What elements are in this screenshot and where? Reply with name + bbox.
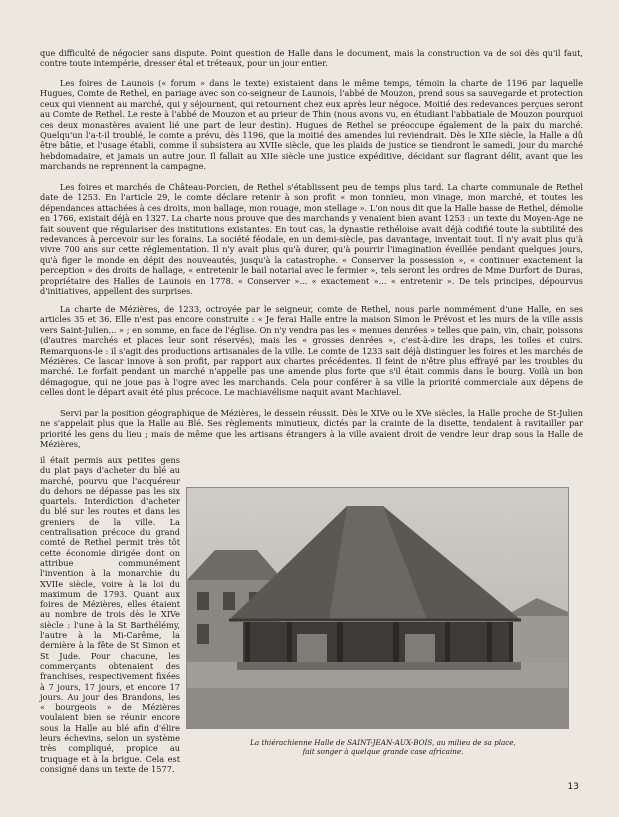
- paragraph-continuation: que difficulté de négocier sans dispute. Point question de Halle dans le document, mais la construction va de soi dès qu'il faut, contre toute intempérie, dresser étal et tréteaux, pour un jour entier.: [40, 48, 583, 69]
- paragraph-mezieres-charter: La charte de Mézières, de 1233, octroyée par le seigneur, comte de Rethel, nous parle nommément d'une Halle, en ses articles 35 et 36. Elle n'est pas encore construite : « Je ferai Halle entre la maison Simon le Prévost et les murs de la ville assis vers Saint-Julien... » ; en somme, en face de l'église. On n'y vendra pas les « menues denrées » telles que pain, vin, chair, poissons (d'autres marchés et places leur sont réservés), mais les « grosses denrées », c'est-à-dire les draps, les toiles et cuirs. Remarquons-le : il s'agit des productions artisanales de la ville. Le comte de 1233 sait déjà distinguer les foires et les marchés de Mézières. Ce lascar innove à son profit, par rapport aux chartes précédentes. Il feint de n'être plus effrayé par les troubles du marché. Le forfait pendant un marché n'appelle pas une amende plus forte que s'il était commis dans le bourg. Voilà un bon démagogue, qui ne joue pas à l'ogre avec les marchands. Cela pour conférer à sa ville la priorité commerciale aux dépens de celles dont le départ avait été plus précoce. Le machiavélisme naquit avant Machiavel.: [40, 304, 583, 398]
- paragraph-mezieres-success: Servi par la position géographique de Mézières, le dessein réussit. Dès le XIVe ou le XVe siècles, la Halle proche de St-Julien ne s'appelait plus que la Halle au Blé. Ses règlements minutieux, dictés par la crainte de la disette, tendaient à ravitailler par priorité les gens du lieu ; mais de même que les artisans étrangers à la ville avaient droit de vendre leur drap sous la Halle de Mézières,: [40, 408, 583, 450]
- photo-caption: [198, 738, 568, 756]
- market-hall-photo: [186, 487, 569, 729]
- page-number: 13: [567, 782, 579, 792]
- caption-line-2: fait songer à quelque grande case africaine.: [302, 747, 464, 756]
- market-hall-illustration: [187, 488, 568, 728]
- paragraph-chateau-porcien: Les foires et marchés de Château-Porcien, de Rethel s'établissent peu de temps plus tard. La charte communale de Rethel date de 1253. En l'article 29, le comte déclare retenir à son profit « mon tonnieu, mon vinage, mon marché, et toutes les dépendances attachées à ces droits, mon hallage, mon rouage, mon stellage ». L'on nous dit que la Halle basse de Rethel, démolie en 1766, existait déjà en 1327. La charte nous prouve que des marchands y venaient bien avant 1253 : un texte du Moyen-Age ne fait souvent que régulariser des institutions existantes. En tout cas, la dynastie rethéloise avait déjà codifié toute la subtilité des redevances à percevoir sur les forains. La société féodale, en un demi-siècle, pas davantage, inventait tout. Il n'y avait plus qu'à vivre 700 ans sur cette réglementation. Il n'y avait plus qu'à durer, qu'à pourrir l'imagination éveillée pendant quelques jours, qu'à figer le monde en dépit des nouveautés, jusqu'à la catastrophe. « Conserver la possession », « continuer exactement la perception » des droits de hallage, « entretenir le bail notarial avec le fermier », tels seront les ordres de Mme Durfort de Duras, propriétaire des Halles de Launois en 1778. « Conserver »... « exactement »... « entretenir ». De tels principes, dépourvus d'initiatives, appellent des surprises.: [40, 182, 583, 297]
- caption-line-1: La thiérachienne Halle de SAINT-JEAN-AUX-BOIS, au milieu de sa place,: [250, 738, 516, 747]
- paragraph-launois: Les foires de Launois (« forum » dans le texte) existaient dans le même temps, témoin la charte de 1196 par laquelle Hugues, Comte de Rethel, en pariage avec son co-seigneur de Launois, l'abbé de Mouzon, prend sous sa sauvegarde et protection ceux qui viennent au marché, qui y séjournent, qui retournent chez eux après leur négoce. Moitié des redevances perçues seront au Comte de Rethel. Le reste à l'abbé de Mouzon et au prieur de Thin (nous avons vu, en étudiant l'abbatiale de Mouzon pourquoi ces deux monastères avaient lié une part de leur destin). Hugues de Rethel se préoccupe également de la paix du marché. Quelqu'un l'a-t-il troublé, le comte a prévu, dès 1196, que la moitié des amendes lui reviendrait. Dès le XIIe siècle, la Halle a dû être bâtie, et l'usage établi, comme il subsistera au XVIIe siècle, que les plaids de justice se tiendront le samedi, jour du marché hebdomadaire, et jamais un autre jour. Il fallait au XIIe siècle une justice expéditive, décidant sur flagrant délit, avant que les marchands ne reprennent la campagne.: [40, 78, 583, 172]
- left-column-text: il était permis aux petites gens du plat pays d'acheter du blé au marché, pourvu que l'acquéreur du dehors ne dépasse pas les six quartels. Interdiction d'acheter du blé sur les routes et dans les greniers de la ville. La centralisation précoce du grand comté de Rethel permit très tôt cette économie dirigée dont on attribue communément l'invention à la monarchie du XVIIe siècle, voire à la loi du maximum de 1793. Quant aux foires de Mézières, elles étaient au nombre de trois dès le XIVe siècle : l'une à la St Barthélémy, l'autre à la Mi-Carême, la dernière à la fête de St Simon et St Jude. Pour chacune, les commerçants obtenaient des franchises, respectivement fixées à 7 jours, 17 jours, et encore 17 jours. Au jour des Brandons, les « bourgeois » de Mézières voulaient bien se réunir encore sous la Halle au blé afin d'élire leurs échevins, selon un système très compliqué, propice au truquage et à la brigue. Cela est consigné dans un texte de 1577.: [40, 455, 180, 774]
